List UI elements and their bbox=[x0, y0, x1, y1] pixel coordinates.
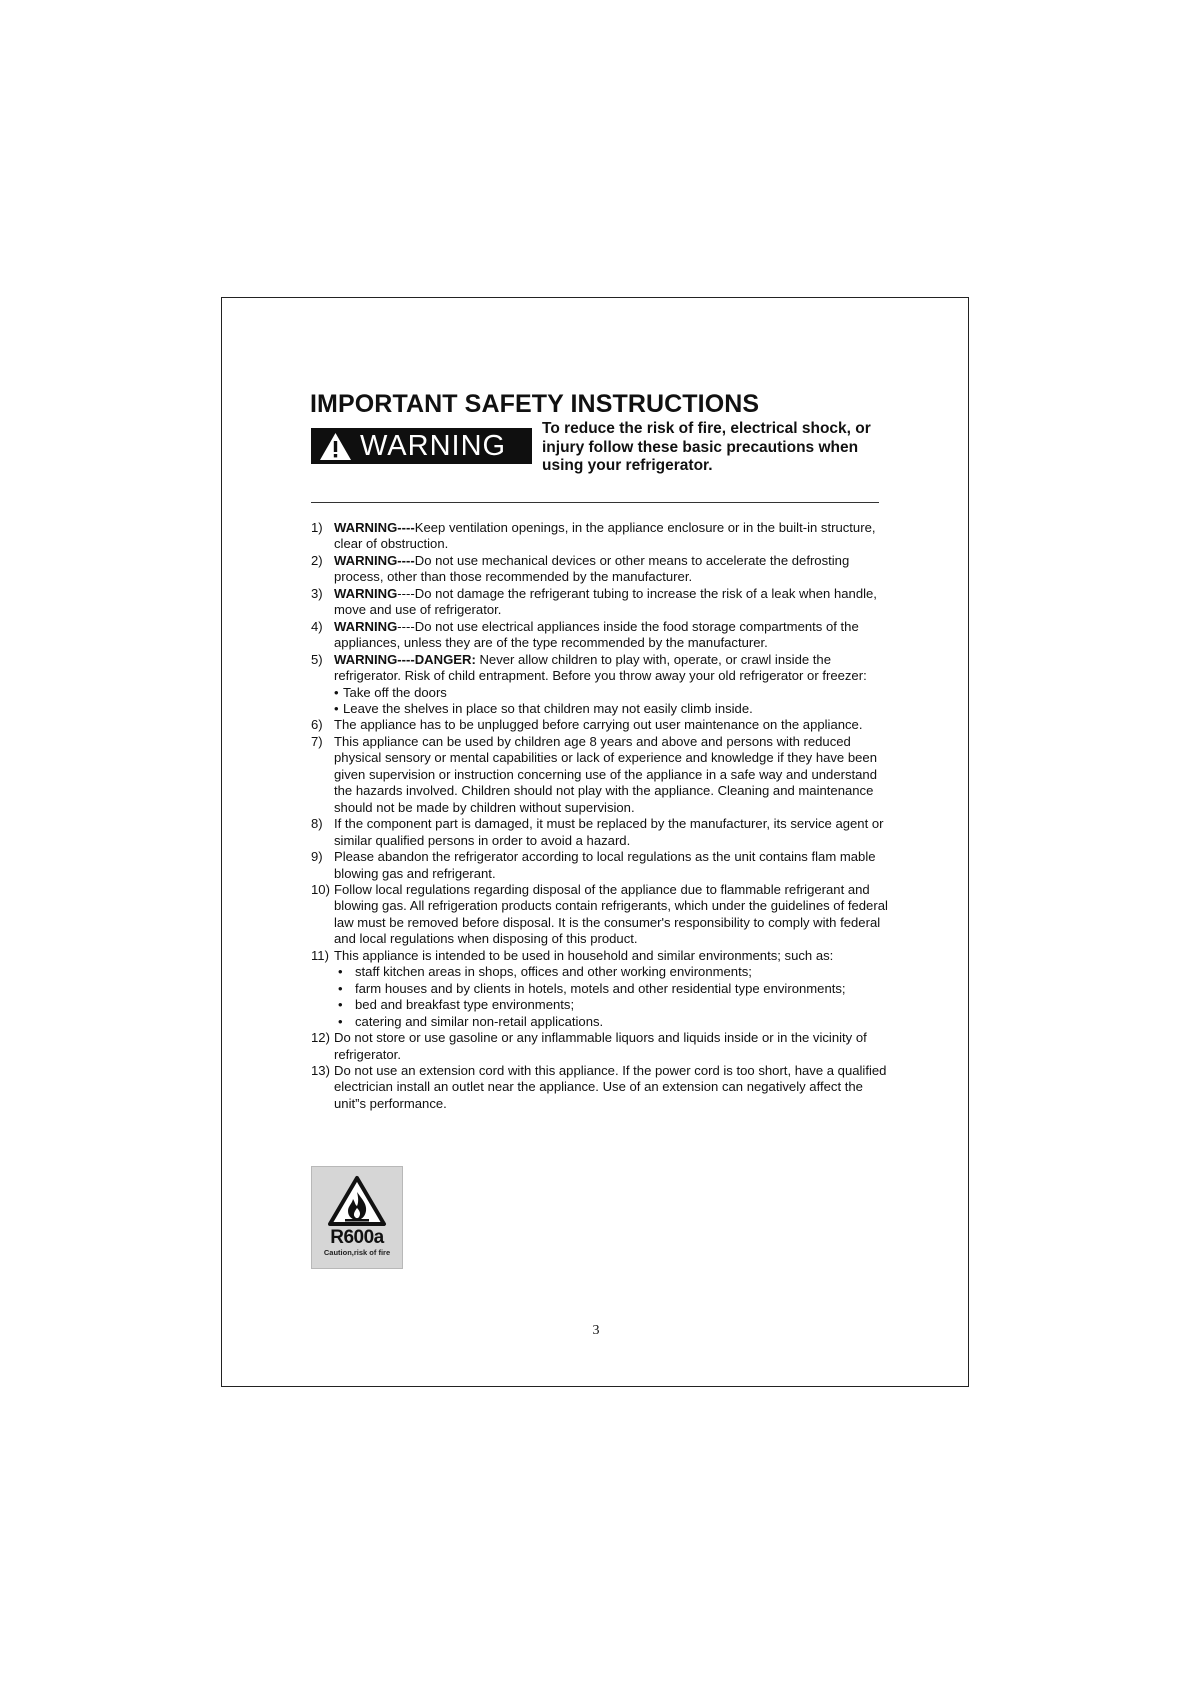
item-text: Keep ventilation openings, in the appliance enclosure or in the built-in structure, clear of obstruction. bbox=[334, 520, 876, 552]
item-number: 12) bbox=[311, 1030, 330, 1046]
item-number: 4) bbox=[311, 618, 323, 634]
page-number: 3 bbox=[592, 1323, 600, 1338]
instruction-item bbox=[311, 734, 889, 816]
instruction-item bbox=[311, 520, 889, 553]
item-text: Follow local regulations regarding disposal of the appliance due to flammable refrigerant and blowing gas. All refrigeration products contain refrigerants, which under the guidelines of federal law must be removed before disposal. It is the consumer's responsibility to comply with federal and local regulations when disposing of this product. bbox=[334, 881, 888, 947]
instruction-item bbox=[311, 849, 889, 882]
instruction-item bbox=[311, 619, 889, 652]
instructions-list bbox=[311, 520, 889, 1112]
item-number: 7) bbox=[311, 733, 323, 749]
bullet-item: • staff kitchen areas in shops, offices and other working environments; bbox=[334, 964, 889, 980]
item-number: 2) bbox=[311, 552, 323, 568]
instruction-item bbox=[311, 816, 889, 849]
instruction-item bbox=[311, 948, 889, 1030]
item-text: This appliance can be used by children age 8 years and above and persons with reduced physical sensory or mental capabilities or lack of experience and knowledge if they have been given supervision or instruction concerning use of the appliance in a safe way and understand the hazards involved. Children should not play with the appliance. Cleaning and maintenance should not be made by children without supervision. bbox=[334, 733, 878, 815]
instruction-item bbox=[311, 553, 889, 586]
bullet-item: • Take off the doors bbox=[334, 685, 889, 701]
bullet-item: • bed and breakfast type environments; bbox=[334, 997, 889, 1013]
divider bbox=[311, 502, 879, 503]
item-label: WARNING bbox=[334, 585, 398, 601]
item-label: WARNING---- bbox=[334, 552, 415, 568]
item-label: WARNING bbox=[334, 618, 398, 634]
instruction-item bbox=[311, 1063, 889, 1112]
bullet-item: • catering and similar non-retail applications. bbox=[334, 1014, 889, 1030]
item-label: WARNING---- bbox=[334, 520, 415, 535]
instruction-item bbox=[311, 1030, 889, 1063]
item-number: 6) bbox=[311, 717, 323, 733]
r600a-label: R600a bbox=[330, 1227, 384, 1248]
bullet-list bbox=[334, 964, 889, 1030]
item-number: 9) bbox=[311, 849, 323, 865]
flammable-fire-icon bbox=[327, 1175, 387, 1227]
item-text: Do not use mechanical devices or other means to accelerate the defrosting process, other than those recommended by the manufacturer. bbox=[334, 552, 850, 585]
bullet-list bbox=[334, 685, 889, 718]
item-text: This appliance is intended to be used in household and similar environments; such as: bbox=[334, 947, 834, 963]
warning-triangle-icon bbox=[319, 432, 352, 461]
bullet-item: • farm houses and by clients in hotels, motels and other residential type environments; bbox=[334, 981, 889, 997]
item-text: If the component part is damaged, it must be replaced by the manufacturer, its service agent or similar qualified persons in order to avoid a hazard. bbox=[334, 816, 884, 848]
item-text: ----Do not use electrical appliances inside the food storage compartments of the appliances, unless they are of the type recommended by the manufacturer. bbox=[334, 618, 859, 651]
item-text: Do not use an extension cord with this appliance. If the power cord is too short, have a qualified electrician install an outlet near the appliance. Use of an extension can negatively affect the unit”s performance. bbox=[334, 1062, 887, 1111]
instruction-item bbox=[311, 717, 889, 733]
instruction-item bbox=[311, 652, 889, 718]
bullet-item: • Leave the shelves in place so that children may not easily climb inside. bbox=[334, 701, 889, 717]
item-text: The appliance has to be unplugged before carrying out user maintenance on the appliance. bbox=[334, 717, 863, 733]
item-number: 1) bbox=[311, 520, 323, 535]
item-number: 13) bbox=[311, 1062, 330, 1078]
warning-label: WARNING bbox=[360, 429, 507, 462]
item-label: WARNING----DANGER: bbox=[334, 651, 476, 667]
item-number: 5) bbox=[311, 651, 323, 667]
instruction-item bbox=[311, 882, 889, 948]
item-text: Please abandon the refrigerator according to local regulations as the unit contains flam mable blowing gas and refrigerant. bbox=[334, 849, 876, 881]
item-number: 11) bbox=[311, 947, 329, 963]
page-title: IMPORTANT SAFETY INSTRUCTIONS bbox=[310, 390, 760, 418]
item-text: ----Do not damage the refrigerant tubing to increase the risk of a leak when handle, move and use of refrigerator. bbox=[334, 585, 877, 618]
item-number: 3) bbox=[311, 585, 323, 601]
item-number: 8) bbox=[311, 816, 323, 832]
item-text: Do not store or use gasoline or any inflammable liquors and liquids inside or in the vicinity of refrigerator. bbox=[334, 1030, 867, 1062]
warning-badge bbox=[311, 428, 532, 464]
intro-text: To reduce the risk of fire, electrical shock, or injury follow these basic precautions when using your refrigerator. bbox=[542, 420, 871, 474]
item-number: 10) bbox=[311, 881, 330, 897]
r600a-caption: Caution,risk of fire bbox=[323, 1248, 391, 1257]
instruction-item bbox=[311, 586, 889, 619]
r600a-warning-symbol bbox=[311, 1166, 403, 1269]
item-text: Never allow children to play with, operate, or crawl inside the refrigerator. Risk of child entrapment. Before you throw away your old refrigerator or freezer: bbox=[334, 651, 867, 684]
